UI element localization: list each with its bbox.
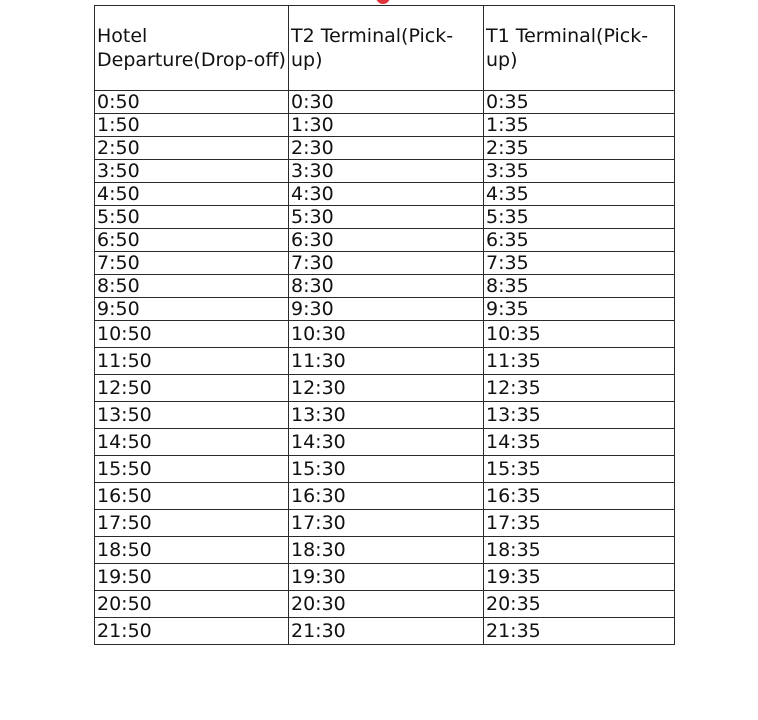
- t1-pickup-cell: 1:35: [484, 114, 675, 137]
- header-t2-terminal: T2 Terminal(Pick-up): [289, 6, 484, 91]
- schedule-body: [95, 91, 675, 645]
- hotel-departure-cell: 4:50: [95, 183, 289, 206]
- table-row: [95, 206, 675, 229]
- table-row: [95, 252, 675, 275]
- t1-pickup-cell: 19:35: [484, 564, 675, 591]
- hotel-departure-cell: 5:50: [95, 206, 289, 229]
- table-row: [95, 564, 675, 591]
- hotel-departure-cell: 20:50: [95, 591, 289, 618]
- t1-pickup-cell: 8:35: [484, 275, 675, 298]
- table-row: [95, 183, 675, 206]
- hotel-departure-cell: 13:50: [95, 402, 289, 429]
- hotel-departure-cell: 21:50: [95, 618, 289, 645]
- t2-pickup-cell: 15:30: [289, 456, 484, 483]
- t2-pickup-cell: 10:30: [289, 321, 484, 348]
- t1-pickup-cell: 5:35: [484, 206, 675, 229]
- hotel-departure-cell: 15:50: [95, 456, 289, 483]
- table-row: [95, 348, 675, 375]
- t1-pickup-cell: 10:35: [484, 321, 675, 348]
- table-row: [95, 321, 675, 348]
- t1-pickup-cell: 20:35: [484, 591, 675, 618]
- table-row: [95, 402, 675, 429]
- hotel-departure-cell: 10:50: [95, 321, 289, 348]
- t2-pickup-cell: 13:30: [289, 402, 484, 429]
- table-row: [95, 137, 675, 160]
- table-row: [95, 114, 675, 137]
- t1-pickup-cell: 13:35: [484, 402, 675, 429]
- t2-pickup-cell: 0:30: [289, 91, 484, 114]
- table-row: [95, 429, 675, 456]
- table-row: [95, 375, 675, 402]
- t1-pickup-cell: 4:35: [484, 183, 675, 206]
- t2-pickup-cell: 1:30: [289, 114, 484, 137]
- t2-pickup-cell: 17:30: [289, 510, 484, 537]
- table-row: [95, 618, 675, 645]
- t1-pickup-cell: 11:35: [484, 348, 675, 375]
- t2-pickup-cell: 3:30: [289, 160, 484, 183]
- t1-pickup-cell: 14:35: [484, 429, 675, 456]
- t1-pickup-cell: 21:35: [484, 618, 675, 645]
- red-mark-decoration: [376, 0, 390, 4]
- t1-pickup-cell: 17:35: [484, 510, 675, 537]
- table-row: [95, 483, 675, 510]
- t1-pickup-cell: 7:35: [484, 252, 675, 275]
- header-t1-terminal: T1 Terminal(Pick-up): [484, 6, 675, 91]
- t1-pickup-cell: 15:35: [484, 456, 675, 483]
- hotel-departure-cell: 17:50: [95, 510, 289, 537]
- table-row: [95, 275, 675, 298]
- t2-pickup-cell: 12:30: [289, 375, 484, 402]
- table-row: [95, 510, 675, 537]
- t1-pickup-cell: 9:35: [484, 298, 675, 321]
- t1-pickup-cell: 18:35: [484, 537, 675, 564]
- hotel-departure-cell: 6:50: [95, 229, 289, 252]
- table-row: [95, 229, 675, 252]
- t2-pickup-cell: 20:30: [289, 591, 484, 618]
- t2-pickup-cell: 8:30: [289, 275, 484, 298]
- header-hotel-departure: Hotel Departure(Drop-off): [95, 6, 289, 91]
- hotel-departure-cell: 8:50: [95, 275, 289, 298]
- t2-pickup-cell: 14:30: [289, 429, 484, 456]
- t1-pickup-cell: 0:35: [484, 91, 675, 114]
- t2-pickup-cell: 21:30: [289, 618, 484, 645]
- table-row: [95, 91, 675, 114]
- hotel-departure-cell: 3:50: [95, 160, 289, 183]
- t1-pickup-cell: 3:35: [484, 160, 675, 183]
- t2-pickup-cell: 11:30: [289, 348, 484, 375]
- hotel-departure-cell: 12:50: [95, 375, 289, 402]
- t2-pickup-cell: 16:30: [289, 483, 484, 510]
- table-row: [95, 298, 675, 321]
- t2-pickup-cell: 9:30: [289, 298, 484, 321]
- t2-pickup-cell: 4:30: [289, 183, 484, 206]
- table-row: [95, 160, 675, 183]
- t2-pickup-cell: 5:30: [289, 206, 484, 229]
- t1-pickup-cell: 12:35: [484, 375, 675, 402]
- t2-pickup-cell: 7:30: [289, 252, 484, 275]
- hotel-departure-cell: 9:50: [95, 298, 289, 321]
- t1-pickup-cell: 16:35: [484, 483, 675, 510]
- hotel-departure-cell: 19:50: [95, 564, 289, 591]
- table-row: [95, 456, 675, 483]
- hotel-departure-cell: 1:50: [95, 114, 289, 137]
- hotel-departure-cell: 16:50: [95, 483, 289, 510]
- hotel-departure-cell: 0:50: [95, 91, 289, 114]
- table-row: [95, 537, 675, 564]
- t1-pickup-cell: 2:35: [484, 137, 675, 160]
- hotel-departure-cell: 7:50: [95, 252, 289, 275]
- hotel-departure-cell: 14:50: [95, 429, 289, 456]
- hotel-departure-cell: 2:50: [95, 137, 289, 160]
- table-row: [95, 591, 675, 618]
- hotel-departure-cell: 18:50: [95, 537, 289, 564]
- hotel-departure-cell: 11:50: [95, 348, 289, 375]
- t2-pickup-cell: 6:30: [289, 229, 484, 252]
- shuttle-schedule-table: [94, 5, 675, 645]
- t1-pickup-cell: 6:35: [484, 229, 675, 252]
- t2-pickup-cell: 19:30: [289, 564, 484, 591]
- t2-pickup-cell: 2:30: [289, 137, 484, 160]
- t2-pickup-cell: 18:30: [289, 537, 484, 564]
- header-row: [95, 6, 675, 91]
